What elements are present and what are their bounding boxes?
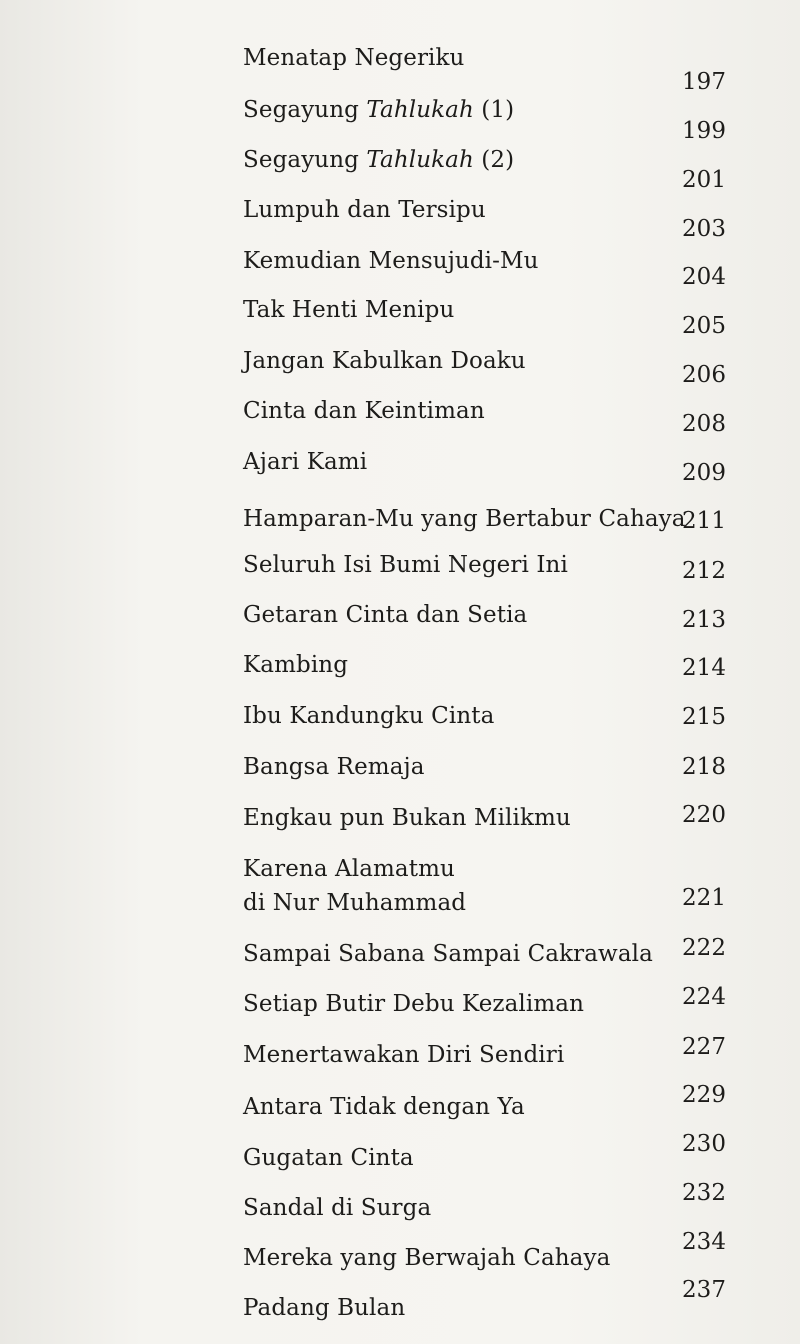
toc-entry-title-line-1: Karena Alamatmu [243, 856, 455, 882]
toc-entry-page: 227 [682, 1034, 726, 1060]
toc-entry-page: 199 [682, 118, 726, 144]
toc-entry-title: Bangsa Remaja [243, 754, 425, 780]
toc-entry-page: 212 [682, 558, 726, 584]
toc-entry-page: 215 [682, 704, 726, 730]
toc-entry-title: Kambing [243, 652, 349, 678]
toc-entry-page: 201 [682, 167, 726, 193]
toc-entry-title: Seluruh Isi Bumi Negeri Ini [243, 552, 568, 578]
toc-entry-title: Getaran Cinta dan Setia [243, 602, 528, 628]
toc-entry-title: Setiap Butir Debu Kezaliman [243, 991, 584, 1017]
toc-entry-page: 209 [682, 460, 726, 486]
toc-entry-title: Lumpuh dan Tersipu [243, 197, 486, 223]
toc-entry-page: 229 [682, 1082, 726, 1108]
toc-entry-title: Sandal di Surga [243, 1195, 432, 1221]
toc-entry-page: 220 [682, 802, 726, 828]
toc-entry-title: Jangan Kabulkan Doaku [243, 348, 526, 374]
toc-entry-page: 221 [682, 885, 726, 911]
toc-entry-title: Segayung Tahlukah (1) [243, 97, 515, 123]
toc-entry-page: 204 [682, 264, 726, 290]
toc-entry-page: 224 [682, 984, 726, 1010]
toc-entry-title: Mereka yang Berwajah Cahaya [243, 1245, 611, 1271]
toc-entry-title: Antara Tidak dengan Ya [243, 1094, 525, 1120]
toc-entry-title: Padang Bulan [243, 1295, 406, 1321]
toc-entry-page: 206 [682, 362, 726, 388]
toc-entry-page: 205 [682, 313, 726, 339]
toc-entry-title: Sampai Sabana Sampai Cakrawala [243, 941, 653, 967]
toc-entry-title: Menertawakan Diri Sendiri [243, 1042, 565, 1068]
toc-entry-page: 230 [682, 1131, 726, 1157]
toc-entry-title: Segayung Tahlukah (2) [243, 147, 515, 173]
toc-entry-title-line-2: di Nur Muhammad [243, 890, 467, 916]
toc-entry-page: 222 [682, 935, 726, 961]
toc-entry-title: Tak Henti Menipu [243, 297, 455, 323]
toc-entry-title: Ajari Kami [243, 449, 368, 475]
toc-entry-page: 232 [682, 1180, 726, 1206]
toc-entry-page: 203 [682, 216, 726, 242]
toc-entry-page: 208 [682, 411, 726, 437]
toc-entry-page: 237 [682, 1277, 726, 1303]
toc-entry-title: Hamparan-Mu yang Bertabur Cahaya [243, 506, 686, 532]
toc-entry-title: Cinta dan Keintiman [243, 398, 485, 424]
toc-entry-title: Gugatan Cinta [243, 1145, 414, 1171]
toc-entry-page: 218 [682, 754, 726, 780]
toc-entry-title: Kemudian Mensujudi-Mu [243, 248, 539, 274]
toc-entry-page: 214 [682, 655, 726, 681]
toc-entry-page: 197 [682, 69, 726, 95]
toc-entry-title: Menatap Negeriku [243, 45, 465, 71]
toc-entry-page: 234 [682, 1229, 726, 1255]
toc-entry-title: Engkau pun Bukan Milikmu [243, 805, 571, 831]
toc-entry-page: 211 [682, 508, 726, 534]
toc-entry-title: Ibu Kandungku Cinta [243, 703, 495, 729]
toc-entry-page: 213 [682, 607, 726, 633]
toc-entry-title-italic: Tahlukah [366, 147, 474, 173]
toc-entry-title-italic: Tahlukah [366, 97, 474, 123]
